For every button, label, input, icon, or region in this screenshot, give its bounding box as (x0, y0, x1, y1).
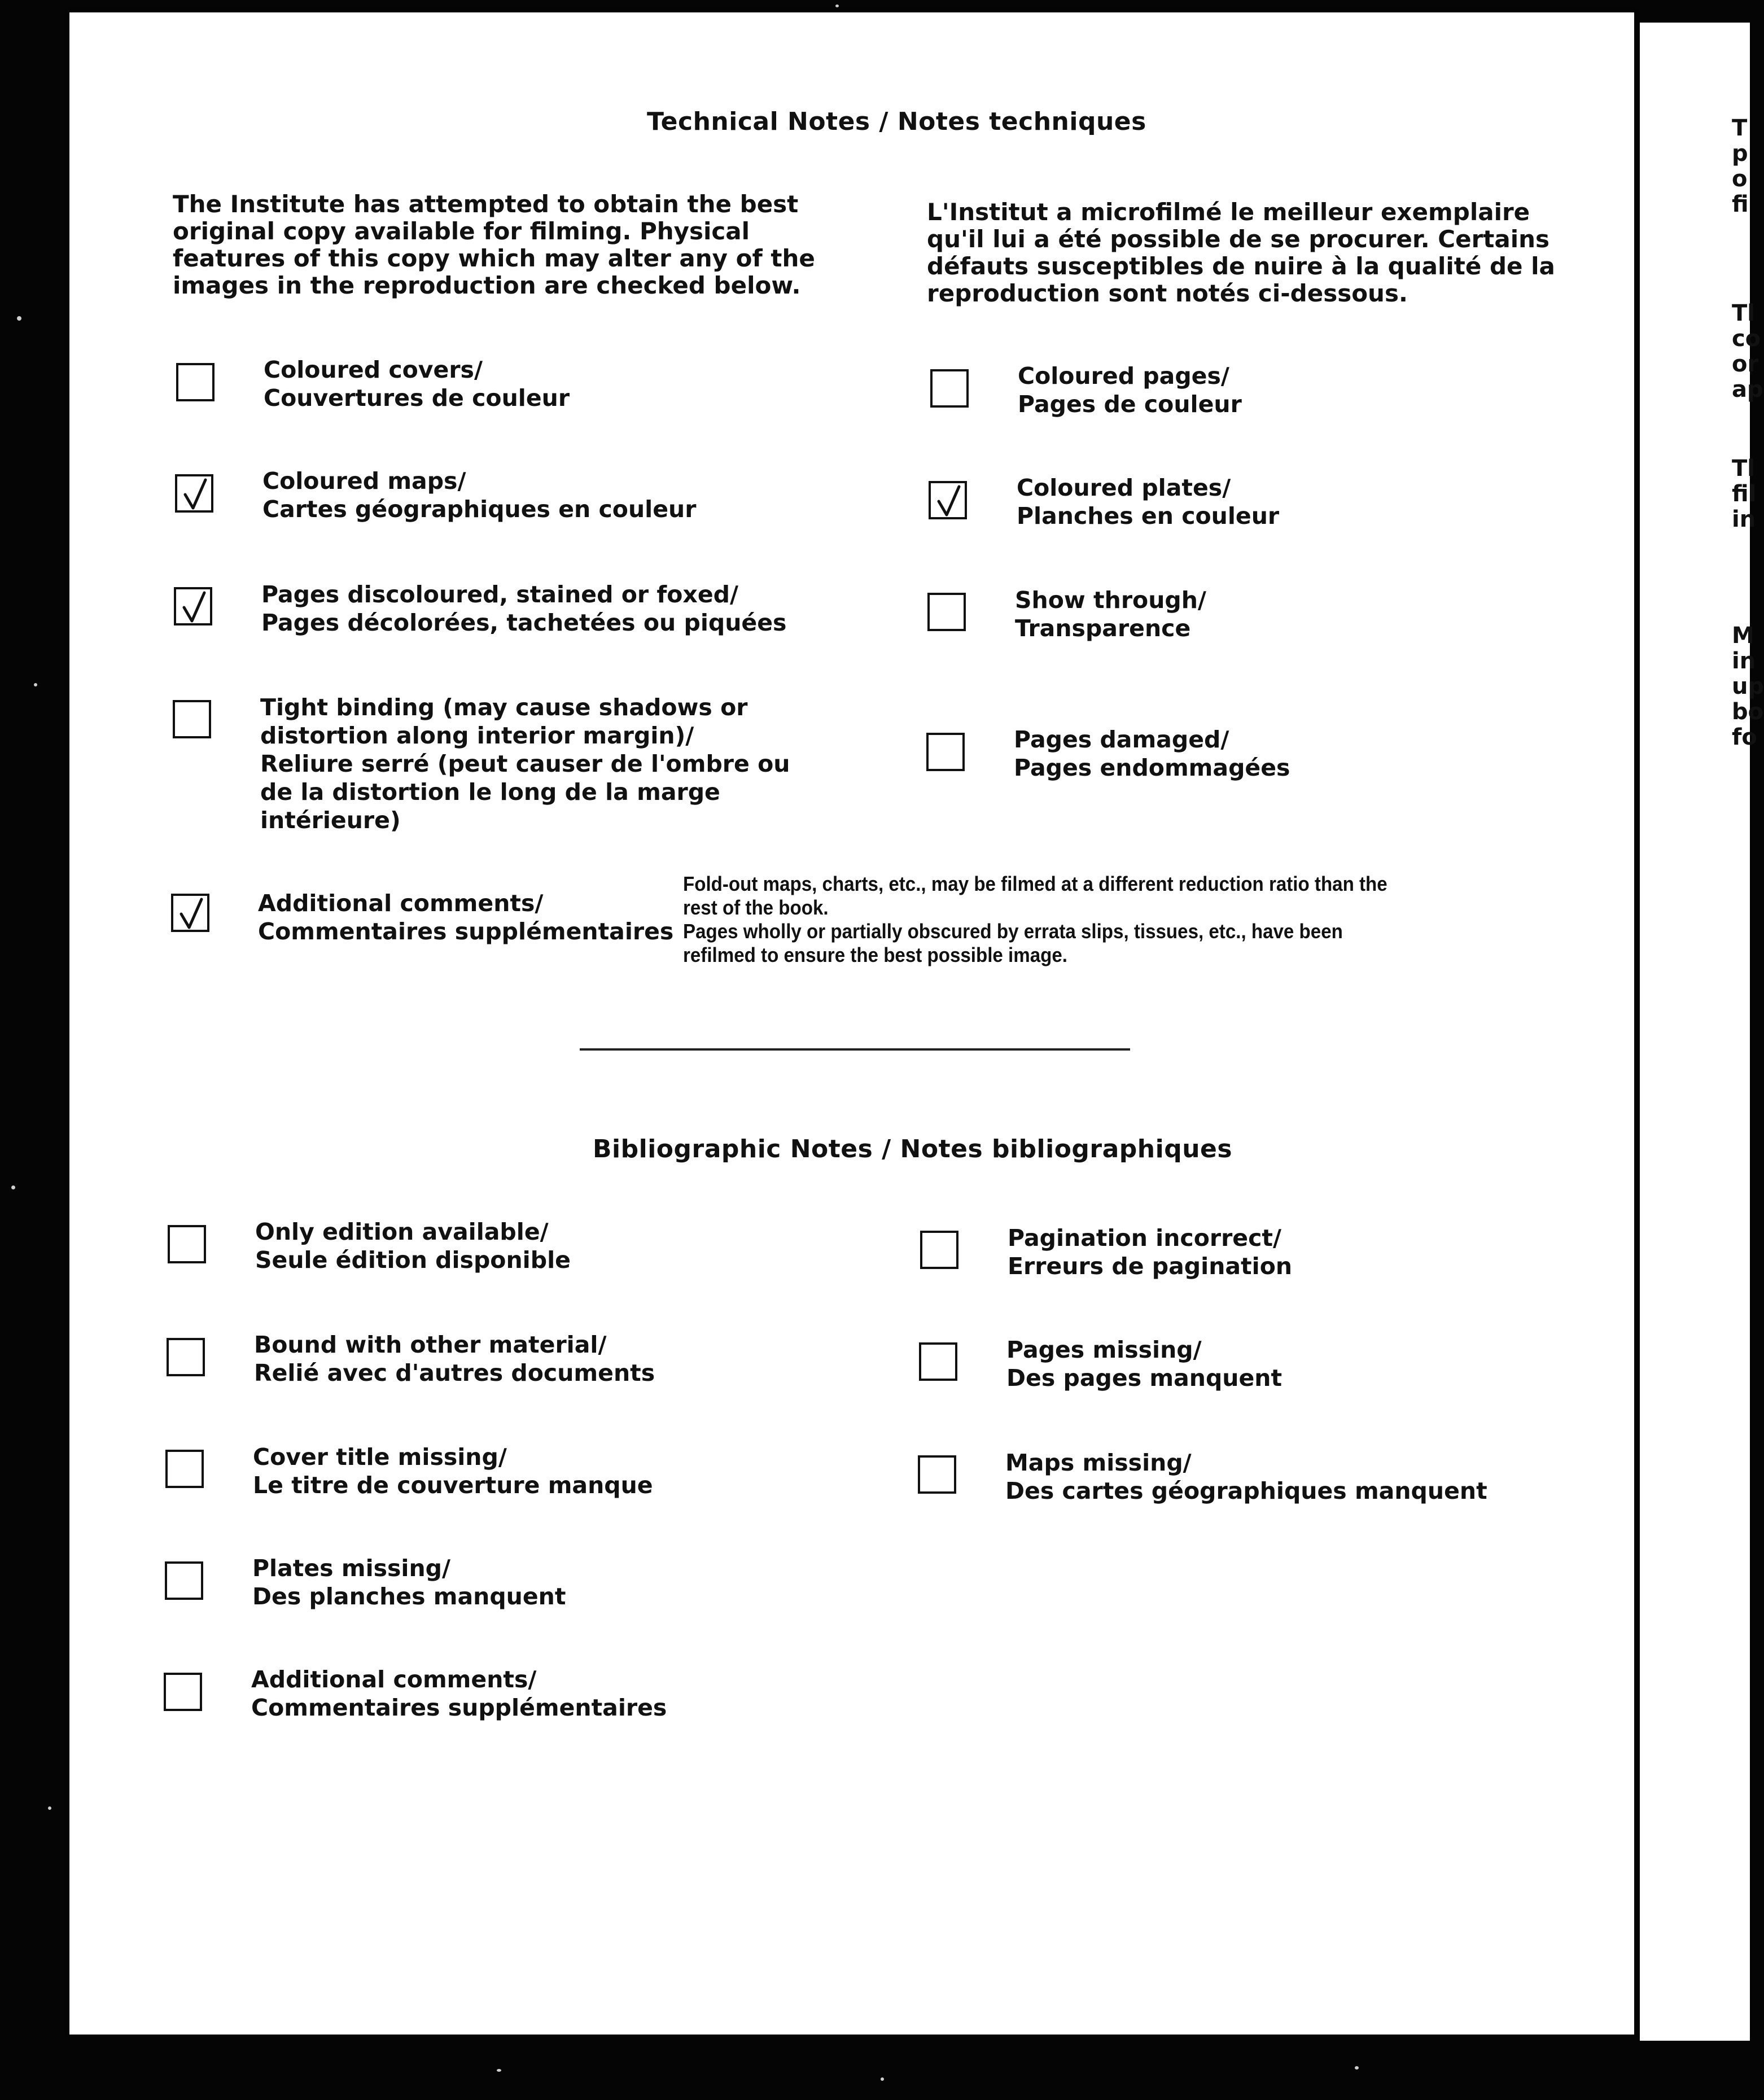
label-additional-comments-technical: Additional comments/ Commentaires supplémentaires (258, 890, 674, 945)
label-bound-with-other: Bound with other material/ Relié avec d'autres documents (254, 1331, 655, 1386)
checkbox-pages-missing[interactable] (919, 1342, 957, 1381)
label-coloured-plates: Coloured plates/ Planches en couleur (1017, 474, 1280, 530)
label-show-through: Show through/ Transparence (1015, 587, 1206, 642)
checkbox-coloured-pages[interactable] (930, 369, 969, 408)
label-pages-missing: Pages missing/ Des pages manquent (1006, 1336, 1282, 1392)
film-speck (835, 5, 839, 7)
bibliographic-notes-title: Bibliographic Notes / Notes bibliographiques (593, 1135, 1233, 1163)
adjacent-fragment-4: M in up bo fo (1732, 623, 1764, 750)
film-speck (34, 683, 37, 686)
label-pages-discoloured: Pages discoloured, stained or foxed/ Pages décolorées, tachetées ou piquées (261, 581, 787, 636)
checkbox-coloured-plates[interactable] (929, 481, 967, 519)
checkbox-bound-with-other[interactable] (167, 1338, 205, 1376)
checkbox-additional-comments-technical[interactable] (171, 894, 209, 932)
checkmark-icon (178, 590, 210, 624)
film-speck (497, 2069, 501, 2072)
film-speck (11, 1185, 15, 1189)
section-divider (580, 1048, 1130, 1051)
label-additional-comments-bibliographic: Additional comments/ Commentaires supplémentaires (251, 1666, 667, 1721)
intro-english: The Institute has attempted to obtain the best original copy available for filming. Physical features of this copy which may alter any of the images in the reproduction are checked below. (173, 190, 815, 299)
technical-notes-title: Technical Notes / Notes techniques (647, 107, 1146, 136)
label-coloured-maps: Coloured maps/ Cartes géographiques en couleur (262, 467, 697, 523)
checkbox-plates-missing[interactable] (165, 1561, 203, 1600)
film-speck (48, 1806, 51, 1810)
checkbox-tight-binding[interactable] (173, 700, 211, 738)
intro-french: L'Institut a microfilmé le meilleur exemplaire qu'il lui a été possible de se procurer. Certains défauts susceptibles de nuire à la qualité de la reproduction sont notés ci-dessous. (927, 198, 1555, 307)
checkbox-pagination-incorrect[interactable] (920, 1231, 958, 1269)
checkbox-pages-damaged[interactable] (926, 733, 965, 771)
label-tight-binding: Tight binding (may cause shadows or distortion along interior margin)/ Reliure serré (peut causer de l'ombre ou de la distortion le long de la marge intérieure) (260, 694, 790, 834)
label-plates-missing: Plates missing/ Des planches manquent (252, 1555, 566, 1610)
film-speck (1355, 2066, 1359, 2070)
checkbox-coloured-maps[interactable] (175, 474, 213, 513)
checkmark-icon (180, 478, 211, 511)
checkbox-maps-missing[interactable] (918, 1455, 956, 1494)
label-pagination-incorrect: Pagination incorrect/ Erreurs de pagination (1008, 1224, 1293, 1280)
checkbox-pages-discoloured[interactable] (174, 587, 212, 625)
checkbox-only-edition[interactable] (168, 1225, 206, 1263)
label-maps-missing: Maps missing/ Des cartes géographiques manquent (1005, 1449, 1487, 1504)
label-only-edition: Only edition available/ Seule édition disponible (255, 1218, 571, 1274)
adjacent-fragment-2: Tl co or ap (1732, 300, 1763, 403)
document-page (69, 12, 1634, 2035)
film-speck (17, 316, 21, 321)
checkbox-coloured-covers[interactable] (176, 363, 215, 401)
checkmark-icon (176, 897, 207, 931)
adjacent-fragment-1: T p o fi (1732, 115, 1749, 217)
label-cover-title-missing: Cover title missing/ Le titre de couverture manque (253, 1443, 653, 1499)
checkbox-additional-comments-bibliographic[interactable] (164, 1673, 202, 1711)
checkbox-cover-title-missing[interactable] (165, 1450, 204, 1488)
label-pages-damaged: Pages damaged/ Pages endommagées (1014, 726, 1290, 781)
adjacent-fragment-3: Tl fil in (1732, 456, 1757, 532)
film-speck (881, 2077, 884, 2081)
checkmark-icon (933, 484, 965, 518)
checkbox-show-through[interactable] (927, 593, 966, 631)
additional-comments-note: Fold-out maps, charts, etc., may be filmed at a different reduction ratio than the rest of the book. Pages wholly or partially obscured by errata slips, tissues, etc., have been refilmed to ensure the best possible image. (683, 872, 1387, 966)
label-coloured-covers: Coloured covers/ Couvertures de couleur (264, 356, 570, 412)
label-coloured-pages: Coloured pages/ Pages de couleur (1018, 362, 1242, 418)
